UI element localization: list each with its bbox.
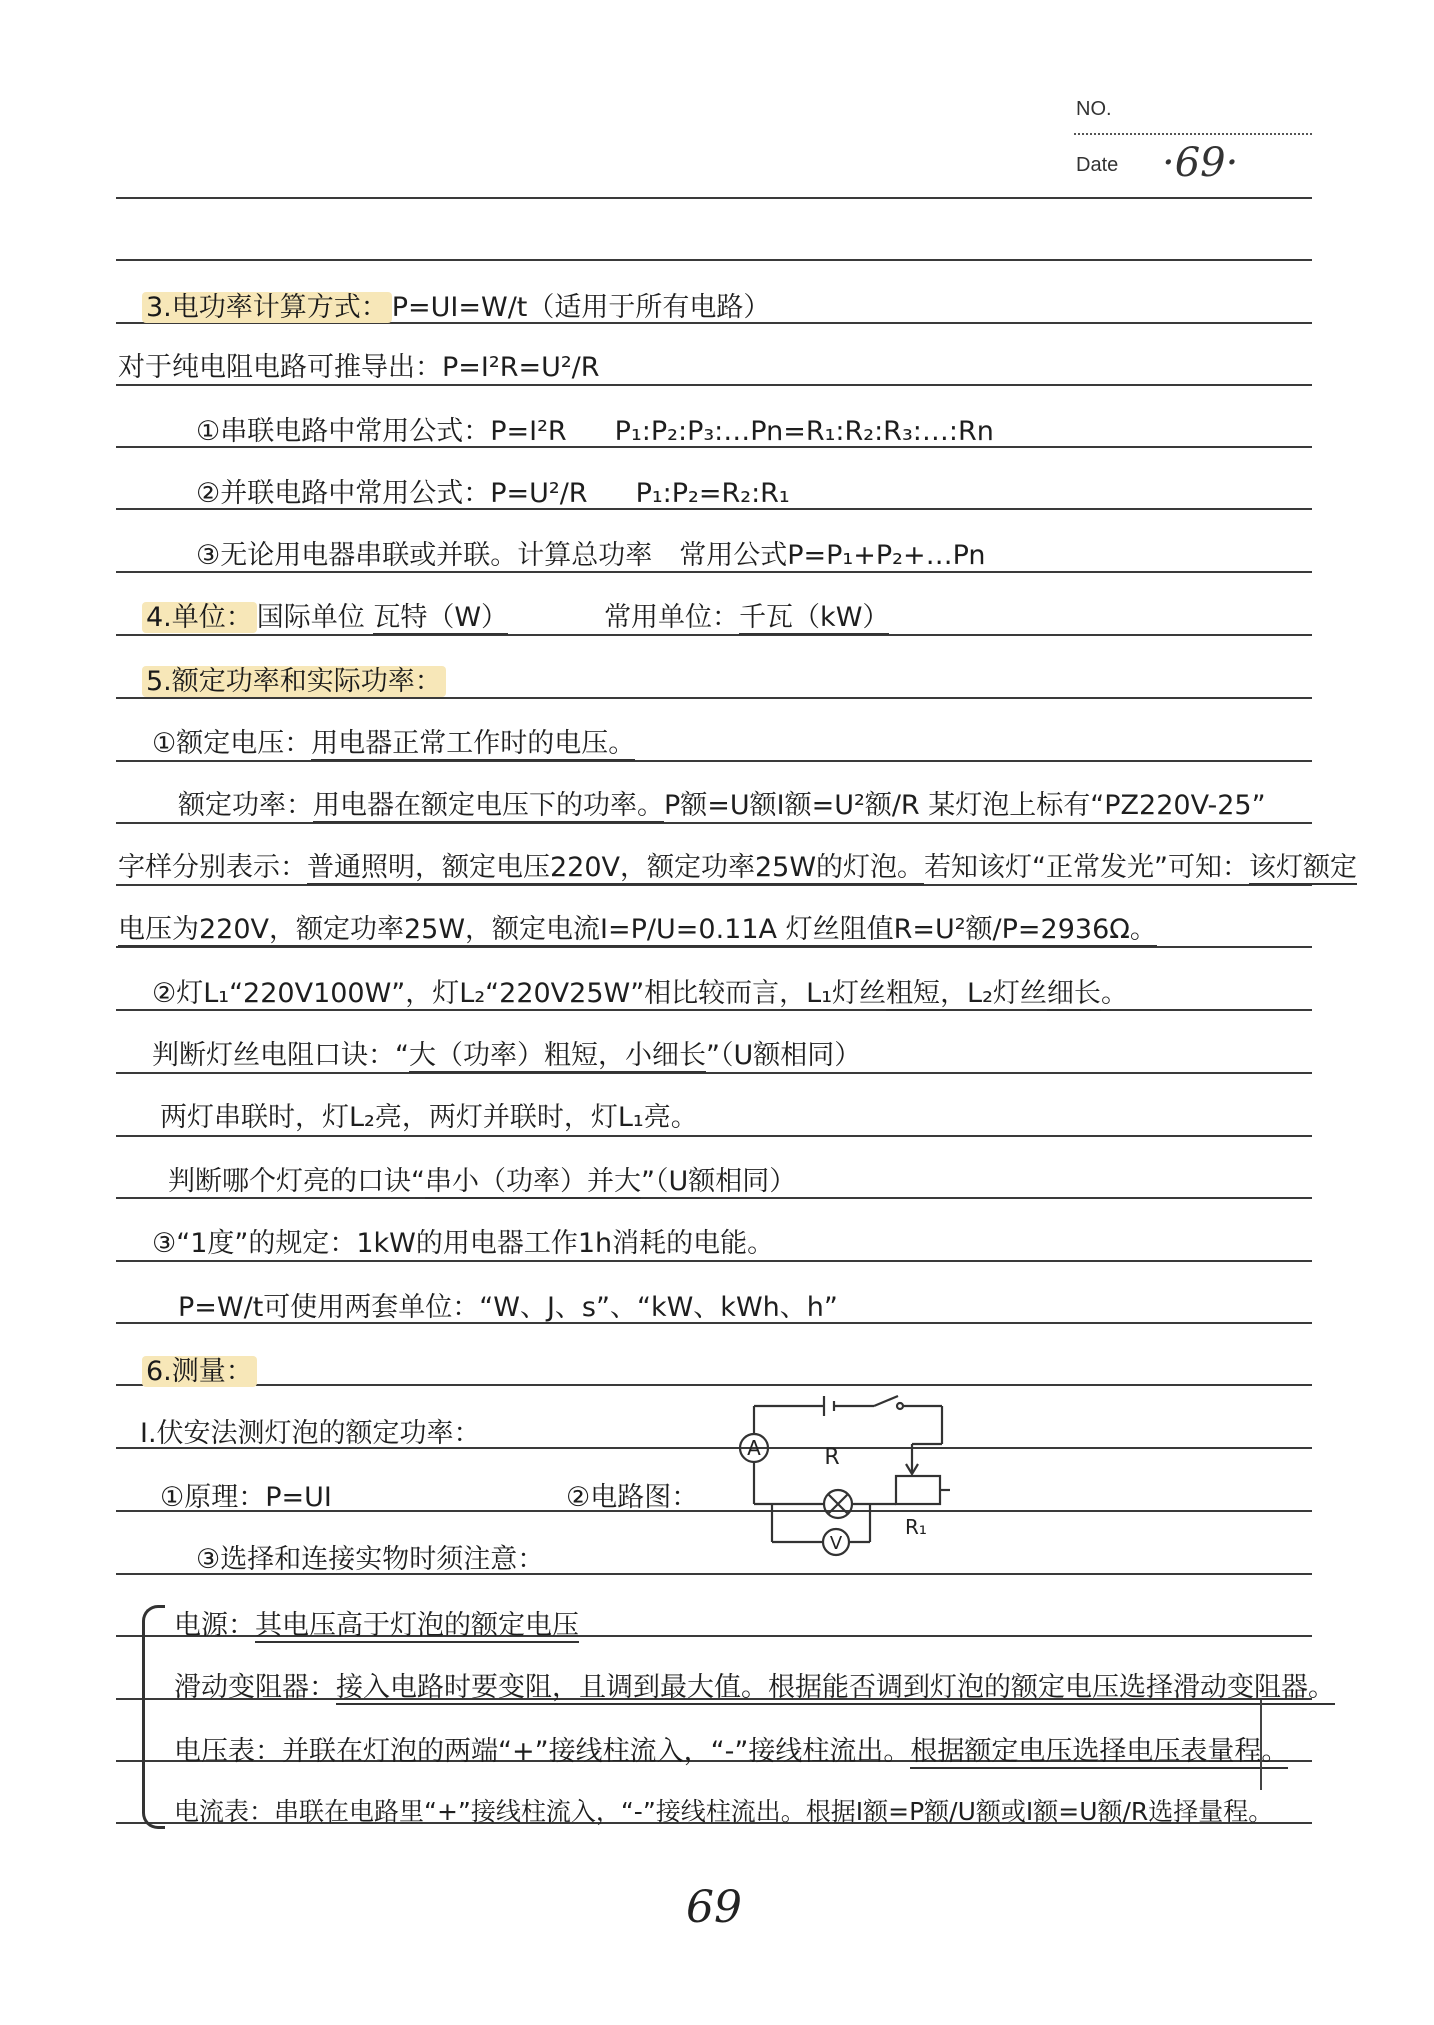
bracket-item-voltmeter: [174, 1730, 1288, 1774]
ammeter-symbol: A: [747, 1436, 761, 1460]
series-formula: ①串联电路中常用公式：P=I²R: [196, 416, 567, 447]
power-source-label: 电源：: [174, 1610, 255, 1641]
note-line-1: [142, 286, 770, 330]
connection-notes-label: ③选择和连接实物时须注意：: [196, 1544, 545, 1575]
intl-unit: 瓦特（W）: [373, 602, 509, 633]
brightness-note: 两灯串联时，灯L₂亮，两灯并联时，灯L₁亮。: [160, 1102, 698, 1133]
note-line-8: [152, 722, 635, 766]
rheostat-selection: 根据能否调到灯泡的额定电压选择滑动变阻器。: [768, 1672, 1335, 1703]
bracket: [142, 1605, 165, 1829]
kwh-definition: ③“1度”的规定：1kW的用电器工作1h消耗的电能。: [152, 1228, 775, 1259]
thin-long: 细长: [1046, 978, 1101, 1009]
note-line-7: [142, 660, 446, 704]
section-heading: 5.额定功率和实际功率：: [142, 666, 446, 697]
parallel-formula: ②并联电路中常用公式：P=U²/R: [196, 478, 588, 509]
thick-short: 粗短: [886, 978, 941, 1009]
brightness-rule-label: 判断哪个灯亮的口诀“: [168, 1166, 425, 1197]
lamp-compare: ②灯L₁“220V100W”，灯L₂“220V25W”相比较而言，L₁灯丝: [152, 978, 887, 1009]
note-line-17: [178, 1286, 838, 1330]
note-line-20-b: [566, 1476, 698, 1520]
section-heading: 3.电功率计算方式：: [142, 292, 392, 323]
parallel-ratio: P₁:P₂=R₂:R₁: [635, 478, 790, 509]
power-source-note: 其电压高于灯泡的额定电压: [255, 1610, 579, 1641]
note-line-13: [152, 1034, 861, 1078]
voltmeter-symbol: V: [829, 1533, 843, 1554]
section-heading: 6.测量：: [142, 1356, 257, 1387]
section-heading: 4.单位：: [142, 602, 257, 633]
rated-voltage-def: 用电器正常工作时的电压。: [311, 728, 636, 759]
marking-meaning: 普通照明，额定电压220V，额定功率25W的灯泡。: [307, 852, 925, 883]
note-line-19: [140, 1412, 481, 1456]
note-line-21: [196, 1538, 544, 1582]
ruled-line: [116, 197, 1312, 199]
margin-mark: [1260, 1700, 1262, 1790]
note-line-5: [196, 534, 986, 578]
ruled-line: [116, 259, 1312, 261]
brightness-rule: 串小（功率）并大: [425, 1166, 641, 1197]
series-ratio: P₁:P₂:P₃:…Pn=R₁:R₂:R₃:…:Rn: [614, 416, 994, 447]
no-label: NO.: [1076, 98, 1112, 120]
bracket-item-rheostat: [174, 1666, 1335, 1710]
circuit-diagram-label: ②电路图：: [566, 1482, 699, 1513]
date-label: Date: [1076, 154, 1119, 176]
common-unit: 千瓦（kW）: [739, 602, 890, 633]
note-line-3: [196, 410, 994, 454]
rated-power-formula: P额=U额I额=U²额/R 某灯泡上标有“PZ220V-25”: [664, 790, 1266, 821]
ammeter-note: 电流表：串联在电路里“+”接线柱流入，“-”接线柱流出。根据I额=P额/U额或I额=U额/R选择量程。: [174, 1797, 1274, 1826]
filament-rule-label: 判断灯丝电阻口诀：“: [152, 1040, 409, 1071]
rated-voltage-label: ①额定电压：: [152, 728, 312, 759]
rated-text: 该灯额定: [1249, 852, 1358, 883]
note-line-9: [178, 784, 1266, 828]
rated-power-def: 用电器在额定电压下的功率。: [313, 790, 664, 821]
bracket-item-ammeter: [174, 1790, 1273, 1834]
rheostat-note: 接入电路时要变阻，且调到最大值。: [336, 1672, 768, 1703]
power-formula: P=UI=W/t（适用于所有电路）: [391, 292, 771, 323]
header-dotted-rule: [1074, 133, 1312, 135]
note-line-20-a: [160, 1476, 332, 1520]
note-line-15: [168, 1160, 796, 1204]
resistor-label-r1: R₁: [905, 1515, 927, 1539]
resistor-label-r: R: [824, 1445, 840, 1470]
intl-unit-label: 国际单位: [256, 602, 374, 633]
brightness-rule-cond: ”（U额相同）: [641, 1166, 797, 1197]
common-unit-label: 常用单位：: [604, 602, 740, 633]
unit-sets: P=W/t可使用两套单位：“W、J、s”、“kW、kWh、h”: [178, 1292, 838, 1323]
bracket-item-power-source: [174, 1604, 579, 1648]
note-line-10: [118, 846, 1357, 890]
principle: ①原理：P=UI: [160, 1482, 332, 1513]
method-heading: Ⅰ.伏安法测灯泡的额定功率：: [140, 1418, 481, 1449]
filament-rule: 大（功率）粗短，小细长: [409, 1040, 706, 1071]
date-value: ·69·: [1162, 140, 1239, 186]
lamp-calculation: 电压为220V，额定功率25W，额定电流I=P/U=0.11A 灯丝阻值R=U²额/P=2936Ω。: [118, 914, 1157, 945]
pure-resistance-formula: 对于纯电阻电路可推导出：P=I²R=U²/R: [118, 352, 600, 383]
rated-power-label: 额定功率：: [178, 790, 313, 821]
rheostat-label: 滑动变阻器：: [174, 1672, 336, 1703]
total-power-formula: ③无论用电器串联或并联。计算总功率 常用公式P=P₁+P₂+…Pn: [196, 540, 986, 571]
voltmeter-range: 根据额定电压选择电压表量程。: [910, 1736, 1289, 1767]
note-line-14: [160, 1096, 698, 1140]
note-line-11: [118, 908, 1157, 952]
note-line-18: [142, 1350, 257, 1394]
ruled-line: [116, 1384, 1312, 1386]
note-line-4: [196, 472, 790, 516]
note-line-2: [118, 346, 600, 390]
voltmeter-note: 电压表：并联在灯泡的两端“+”接线柱流入，“-”接线柱流出。: [174, 1736, 911, 1767]
marking-label: 字样分别表示：: [118, 852, 307, 883]
note-line-12: [152, 972, 1128, 1016]
normal-glow-note: 若知该灯“正常发光”可知：: [924, 852, 1250, 883]
note-line-16: [152, 1222, 774, 1266]
circuit-diagram: [736, 1392, 972, 1568]
page-number: 69: [686, 1882, 742, 1933]
filament-rule-cond: ”（U额相同）: [706, 1040, 862, 1071]
lamp-compare-2: ，L₂灯丝: [940, 978, 1047, 1009]
note-line-6: [142, 596, 889, 640]
period: 。: [1100, 978, 1128, 1009]
